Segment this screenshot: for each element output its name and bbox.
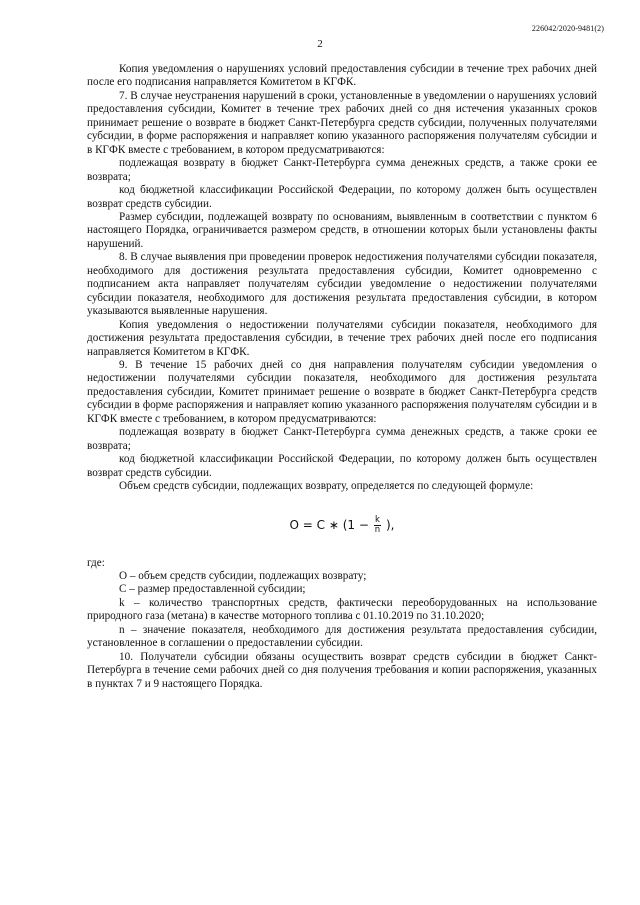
formula-fraction	[374, 516, 381, 535]
definition-o: O – объем средств субсидии, подлежащих возврату;	[119, 569, 367, 582]
paragraph-formula-intro: Объем средств субсидии, подлежащих возврату, определяется по следующей формуле:	[119, 480, 534, 493]
formula-left: O = C ∗ (1 −	[289, 517, 369, 532]
formula-denominator: n	[374, 524, 381, 535]
paragraph-7: 7. В случае неустранения нарушений в сроки, установленные в уведомлении о нарушениях условий предоставления субсидии, Комитет в течение трех рабочих дней со дня истечения указанных сроков принимает решение о возврате в бюджет Санкт-Петербурга средств субсидии, полученных получателями субсидии, в форме распоряжения и направляет копию указанного распоряжения получателям субсидии и в КГФК вместе с требованием, в котором предусматриваются:	[87, 89, 597, 156]
document-body	[87, 63, 597, 691]
paragraph-9: 9. В течение 15 рабочих дней со дня направления получателям субсидии уведомления о недостижении получателями субсидии показателя, необходимого для достижения результата предоставления субсидии, Комитет принимает решение о возврате в бюджет Санкт-Петербурга средств субсидии в форме распоряжения и направляет копию указанного распоряжения получателям субсидии и в КГФК вместе с требованием, в котором предусматриваются:	[87, 358, 597, 425]
paragraph-refund-amount: подлежащая возврату в бюджет Санкт-Петербурга сумма денежных средств, а также сроки ее возврата;	[87, 157, 597, 183]
formula-right: ),	[385, 517, 395, 532]
paragraph-budget-code: код бюджетной классификации Российской Федерации, по которому должен быть осуществлен возврат средств субсидии.	[87, 184, 597, 210]
page-number: 2	[317, 38, 323, 50]
formula-numerator: k	[374, 514, 380, 525]
paragraph-budget-code-2: код бюджетной классификации Российской Федерации, по которому должен быть осуществлен возврат средств субсидии.	[87, 453, 597, 479]
definition-k: k – количество транспортных средств, фактически переоборудованных на использование природного газа (метана) в качестве моторного топлива с 01.10.2019 по 31.10.2020;	[87, 596, 597, 623]
paragraph-8: 8. В случае выявления при проведении проверок недостижения получателями субсидии показателя, необходимого для достижения результата предоставления субсидии, Комитет одновременно с подписанием акта направляет получателям субсидии уведомление о недостижении получателями субсидии показателя, необходимого для достижения результата предоставления субсидии, в котором указываются выявленные нарушения.	[87, 251, 597, 318]
definition-c: C – размер предоставленной субсидии;	[119, 583, 306, 596]
document-number: 226042/2020-9481(2)	[531, 24, 604, 33]
paragraph-copy-notice-2: Копия уведомления о недостижении получателями субсидии показателя, необходимого для достижения результата предоставления субсидии, в течение трех рабочих дней после его подписания направляется Комитетом в КГФК.	[87, 318, 597, 358]
refund-formula	[87, 516, 597, 535]
definition-n: n – значение показателя, необходимого для достижения результата предоставления субсидии, установленное в соглашении о предоставлении субсидии.	[87, 623, 597, 650]
paragraph-refund-limit: Размер субсидии, подлежащей возврату по основаниям, выявленным в соответствии с пунктом 6 настоящего Порядка, ограничивается размером средств, в отношении которых были установлены факты нарушений.	[87, 210, 597, 250]
paragraph-10: 10. Получатели субсидии обязаны осуществить возврат средств субсидии в бюджет Санкт-Петербурга в течение семи рабочих дней со дня получения требования и копии распоряжения, указанных в пунктах 7 и 9 настоящего Порядка.	[87, 650, 597, 690]
paragraph-copy-notice: Копия уведомления о нарушениях условий предоставления субсидии в течение трех рабочих дней после его подписания направляется Комитетом в КГФК.	[87, 63, 597, 89]
paragraph-refund-amount-2: подлежащая возврату в бюджет Санкт-Петербурга сумма денежных средств, а также сроки ее возврата;	[87, 426, 597, 452]
where-label: где:	[87, 556, 105, 569]
